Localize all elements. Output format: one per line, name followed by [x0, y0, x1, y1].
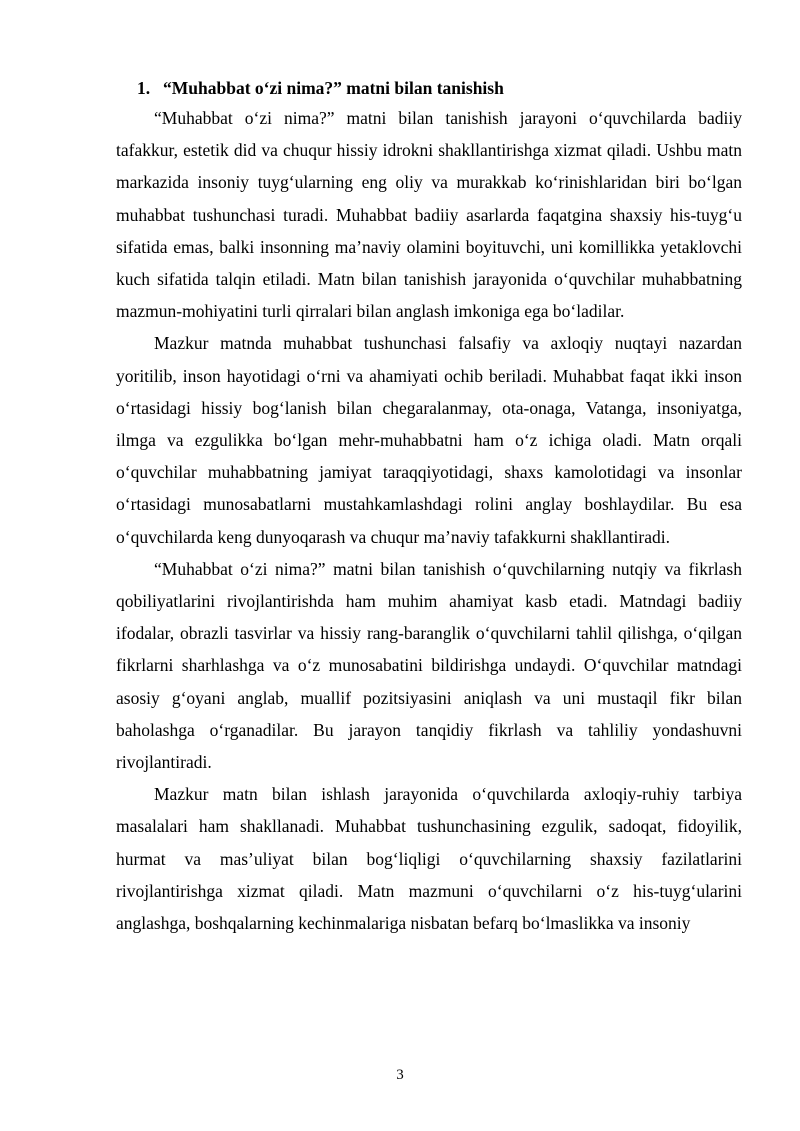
section-number: 1. — [137, 78, 151, 98]
section-heading — [137, 76, 504, 100]
section-title: “Muhabbat o‘zi nima?” matni bilan tanishish — [163, 78, 504, 98]
paragraph: Mazkur matn bilan ishlash jarayonida o‘quvchilarda axloqiy-ruhiy tarbiya masalalari ham shakllanadi. Muhabbat tushunchasining ezgulik, sadoqat, fidoyilik, hurmat va mas’uliyat bilan bog‘liqligi o‘quvchilarning shaxsiy fazilatlarini rivojlantirishga xizmat qiladi. Matn mazmuni o‘quvchilarni o‘z his-tuyg‘ularini anglashga, boshqalarning kechinmalariga nisbatan befarq bo‘lmaslikka va insoniy — [116, 784, 742, 934]
paragraph: Mazkur matnda muhabbat tushunchasi falsafiy va axloqiy nuqtayi nazardan yoritilib, inson hayotidagi o‘rni va ahamiyati ochib beriladi. Muhabbat faqat ikki inson o‘rtasidagi hissiy bog‘lanish bilan chegaralanmay, ota-onaga, Vatanga, insoniyatga, ilmga va ezgulikka bo‘lgan mehr-muhabbatni ham o‘z ichiga oladi. Matn orqali o‘quvchilar muhabbatning jamiyat taraqqiyotidagi, shaxs kamolotidagi va insonlar o‘rtasidagi munosabatlarni mustahkamlashdagi rolini anglay boshlaydilar. Bu esa o‘quvchilarda keng dunyoqarash va chuqur ma’naviy tafakkurni shakllantiradi. — [116, 333, 742, 547]
page-number: 3 — [396, 1067, 404, 1083]
paragraph: “Muhabbat o‘zi nima?” matni bilan tanishish jarayoni o‘quvchilarda badiiy tafakkur, estetik did va chuqur hissiy idrokni shakllantirishga xizmat qiladi. Ushbu matn markazida insoniy tuyg‘ularning eng oliy va murakkab ko‘rinishlaridan biri bo‘lgan muhabbat tushunchasi turadi. Muhabbat badiiy asarlarda faqatgina shaxsiy his-tuyg‘u sifatida emas, balki insonning ma’naviy olamini boyituvchi, uni komillikka yetaklovchi kuch sifatida talqin etiladi. Matn bilan tanishish jarayonida o‘quvchilar muhabbatning mazmun-mohiyatini turli qirralari bilan anglash imkoniga ega bo‘ladilar. — [116, 108, 742, 322]
paragraph: “Muhabbat o‘zi nima?” matni bilan tanishish o‘quvchilarning nutqiy va fikrlash qobiliyatlarini rivojlantirishda ham muhim ahamiyat kasb etadi. Matndagi badiiy ifodalar, obrazli tasvirlar va hissiy rang-baranglik o‘quvchilarni tahlil qilishga, o‘qilgan fikrlarni sharhlashga va o‘z munosabatini bildirishga undaydi. O‘quvchilar matndagi asosiy g‘oyani anglab, muallif pozitsiyasini aniqlash va uni mustaqil fikr bilan baholashga o‘rganadilar. Bu jarayon tanqidiy fikrlash va tahliliy yondashuvni rivojlantiradi. — [116, 558, 742, 773]
body-text — [116, 102, 742, 939]
